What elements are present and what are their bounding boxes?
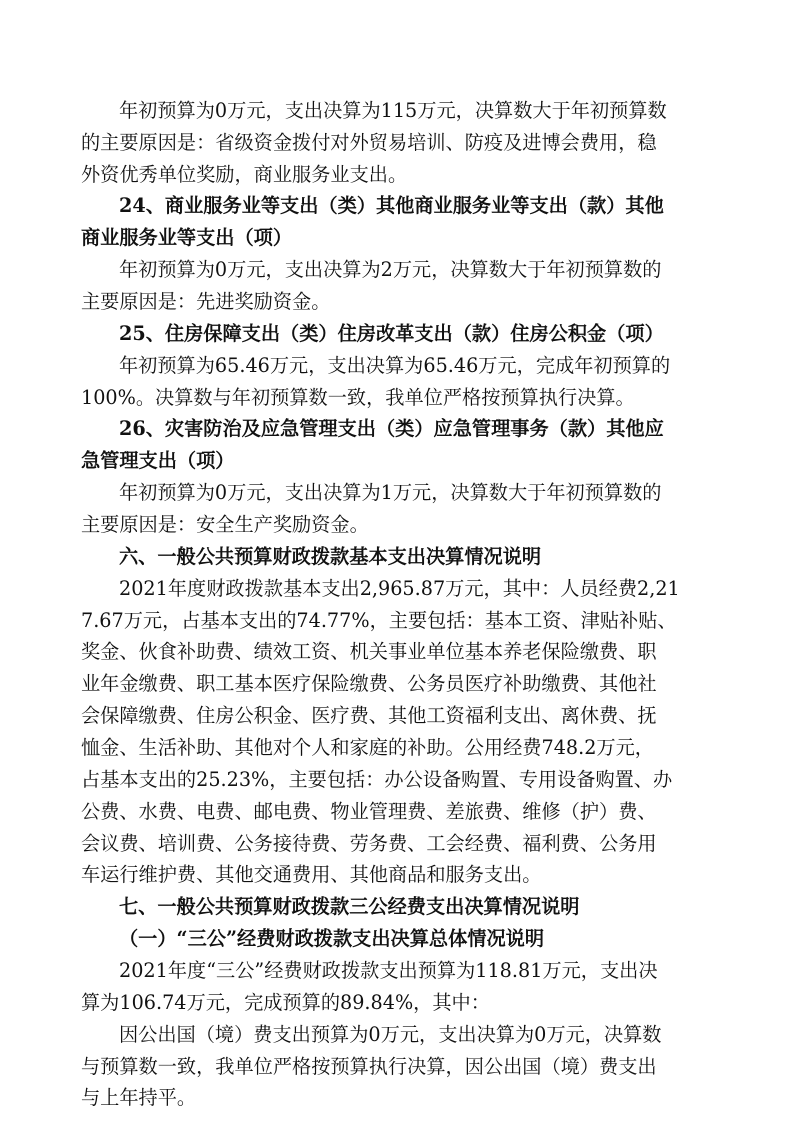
text-line: 2021年度财政拨款基本支出2,965.87万元，其中：人员经费2,21 <box>119 577 680 600</box>
heading-line: 26、灾害防治及应急管理支出（类）应急管理事务（款）其他应 <box>119 417 664 440</box>
text-line: 占基本支出的25.23%，主要包括：办公设备购置、专用设备购置、办 <box>81 768 673 791</box>
text-line: 年初预算为0万元，支出决算为2万元，决算数大于年初预算数的 <box>119 258 662 281</box>
text-line: 算为106.74万元，完成预算的89.84%，其中： <box>81 991 490 1014</box>
text-line: 主要原因是：先进奖励资金。 <box>81 290 331 313</box>
text-line: 车运行维护费、其他交通费用、其他商品和服务支出。 <box>81 863 542 886</box>
heading-line: 商业服务业等支出（项） <box>81 226 293 249</box>
text-line: 100%。决算数与年初预算数一致，我单位严格按预算执行决算。 <box>81 386 635 409</box>
heading-line: 七、一般公共预算财政拨款三公经费支出决算情况说明 <box>119 895 580 918</box>
heading-line: 25、住房保障支出（类）住房改革支出（款）住房公积金（项） <box>119 322 664 345</box>
text-line: 主要原因是：安全生产奖励资金。 <box>81 513 369 536</box>
text-line: 业年金缴费、职工基本医疗保险缴费、公务员医疗补助缴费、其他社 <box>81 672 657 695</box>
text-line: 奖金、伙食补助费、绩效工资、机关事业单位基本养老保险缴费、职 <box>81 640 657 663</box>
heading-line: 24、商业服务业等支出（类）其他商业服务业等支出（款）其他 <box>119 194 664 217</box>
text-line: 与上年持平。 <box>81 1086 197 1109</box>
text-line: 公费、水费、电费、邮电费、物业管理费、差旅费、维修（护）费、 <box>81 800 657 823</box>
text-line: 的主要原因是：省级资金拨付对外贸易培训、防疫及进博会费用，稳 <box>81 131 657 154</box>
text-line: 2021年度“三公”经费财政拨款支出预算为118.81万元，支出决 <box>119 959 658 982</box>
text-line: 因公出国（境）费支出预算为0万元，支出决算为0万元，决算数 <box>119 1023 662 1046</box>
text-line: 与预算数一致，我单位严格按预算执行决算，因公出国（境）费支出 <box>81 1055 657 1078</box>
text-line: 会议费、培训费、公务接待费、劳务费、工会经费、福利费、公务用 <box>81 832 657 855</box>
text-line: 年初预算为65.46万元，支出决算为65.46万元，完成年初预算的 <box>119 354 671 377</box>
text-line: 外资优秀单位奖励，商业服务业支出。 <box>81 163 408 186</box>
heading-line: （一）“三公”经费财政拨款支出决算总体情况说明 <box>119 927 545 950</box>
text-line: 会保障缴费、住房公积金、医疗费、其他工资福利支出、离休费、抚 <box>81 704 657 727</box>
text-line: 恤金、生活补助、其他对个人和家庭的补助。公用经费748.2万元， <box>81 736 654 759</box>
text-line: 7.67万元，占基本支出的74.77%，主要包括：基本工资、津贴补贴、 <box>81 609 677 632</box>
text-line: 年初预算为0万元，支出决算为115万元，决算数大于年初预算数 <box>119 99 667 122</box>
heading-line: 急管理支出（项） <box>81 449 235 472</box>
text-line: 年初预算为0万元，支出决算为1万元，决算数大于年初预算数的 <box>119 481 662 504</box>
heading-line: 六、一般公共预算财政拨款基本支出决算情况说明 <box>119 545 542 568</box>
